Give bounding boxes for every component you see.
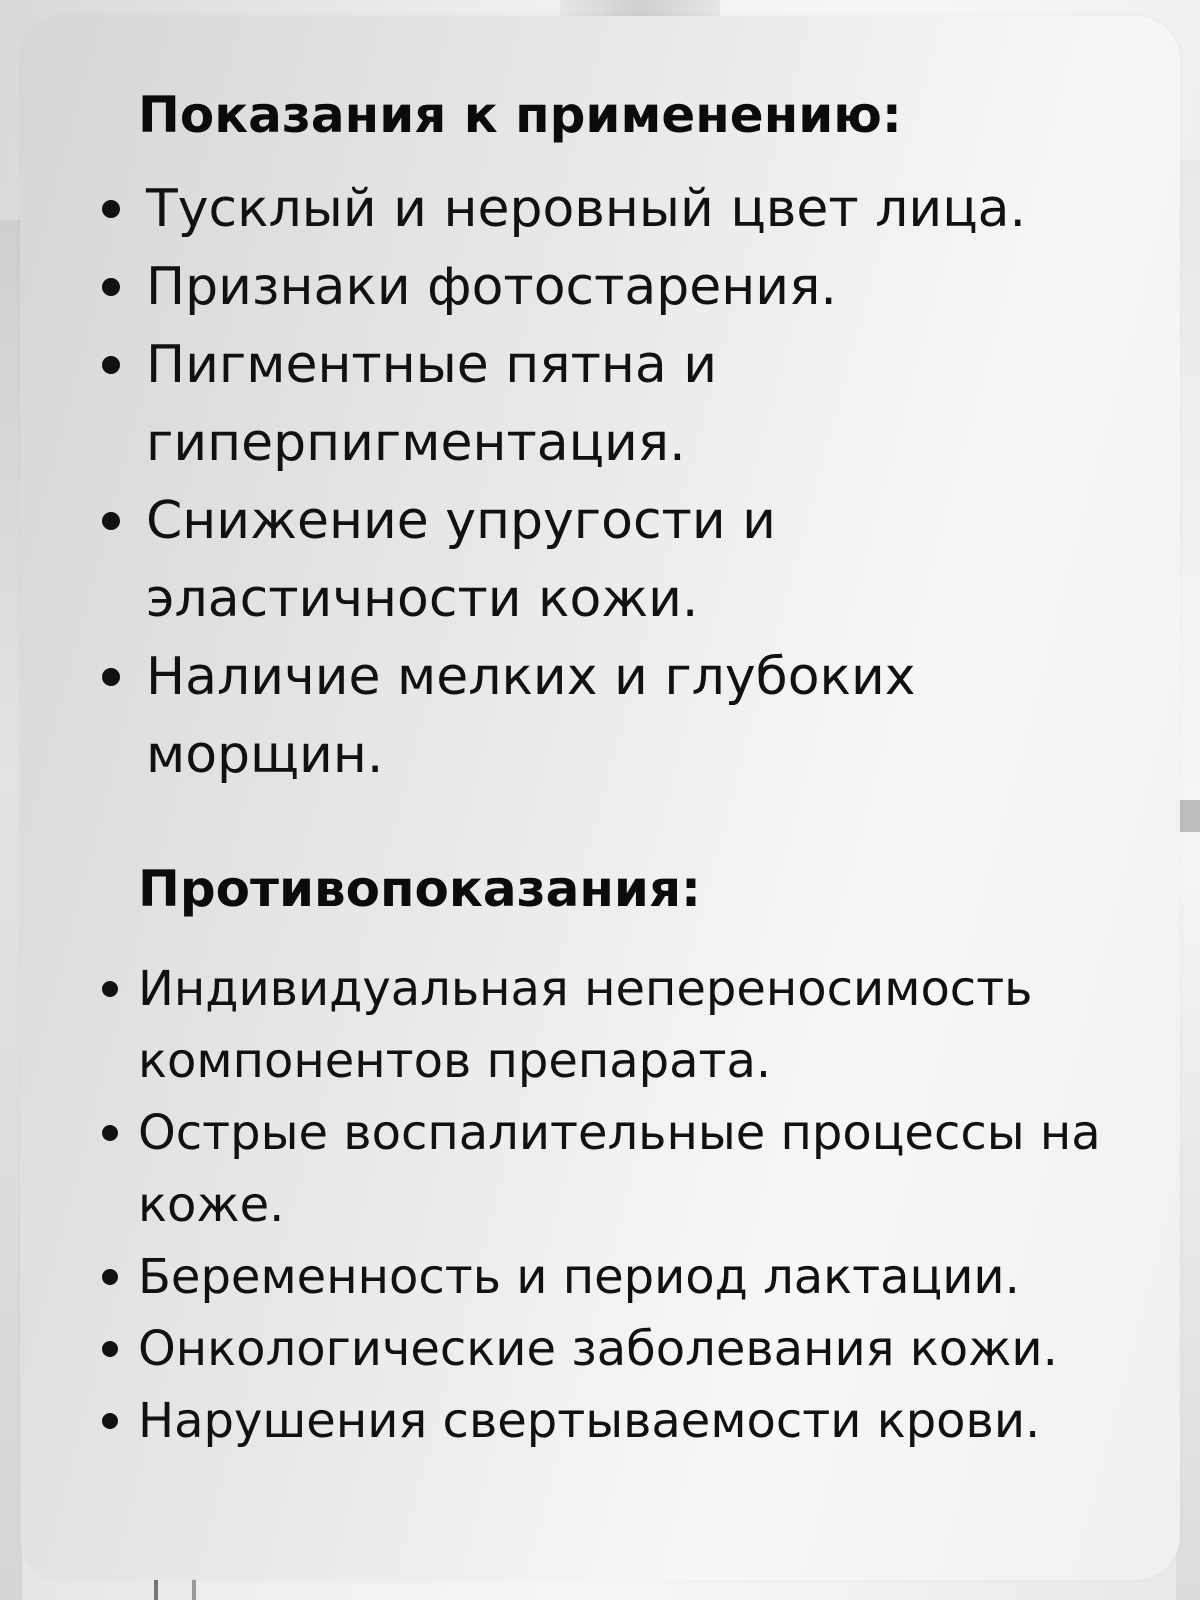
list-item	[146, 248, 1106, 326]
bullet-icon	[102, 1269, 118, 1285]
list-item	[138, 1385, 1148, 1457]
list-item-text: Пигментные пятна и гиперпигментация.	[146, 335, 718, 473]
list-item	[146, 638, 1106, 794]
indications-list	[146, 170, 1106, 794]
bullet-icon	[102, 1413, 118, 1429]
list-item-text: Острые воспалительные процессы на коже.	[138, 1105, 1101, 1233]
contraindications-list	[138, 953, 1148, 1457]
indications-title: Показания к применению:	[138, 86, 902, 144]
list-item	[146, 482, 1106, 638]
list-item	[138, 1313, 1148, 1385]
list-item	[138, 1241, 1148, 1313]
bullet-icon	[102, 1341, 118, 1357]
bullet-icon	[102, 512, 120, 530]
bullet-icon	[102, 278, 120, 296]
list-item-text: Беременность и период лактации.	[138, 1249, 1020, 1305]
background-left-wall	[0, 220, 22, 1600]
background-pole	[192, 1578, 196, 1600]
list-item-text: Онкологические заболевания кожи.	[138, 1321, 1058, 1377]
background-pole	[154, 1578, 158, 1600]
list-item-text: Признаки фотостарения.	[146, 257, 837, 317]
contraindications-title: Противопоказания:	[138, 860, 702, 918]
list-item	[146, 326, 1106, 482]
bullet-icon	[102, 1125, 118, 1141]
list-item-text: Тусклый и неровный цвет лица.	[146, 179, 1026, 239]
bullet-icon	[102, 356, 120, 374]
list-item	[138, 1097, 1148, 1241]
background-ceiling-beam	[560, 0, 720, 16]
list-item	[146, 170, 1106, 248]
list-item-text: Индивидуальная непереносимость компонентов препарата.	[138, 961, 1033, 1089]
list-item-text: Наличие мелких и глубоких морщин.	[146, 647, 916, 785]
list-item	[138, 953, 1148, 1097]
info-card	[20, 16, 1180, 1580]
bullet-icon	[102, 200, 120, 218]
list-item-text: Снижение упругости и эластичности кожи.	[146, 491, 776, 629]
list-item-text: Нарушения свертываемости крови.	[138, 1393, 1041, 1449]
bullet-icon	[102, 981, 118, 997]
bullet-icon	[102, 668, 120, 686]
